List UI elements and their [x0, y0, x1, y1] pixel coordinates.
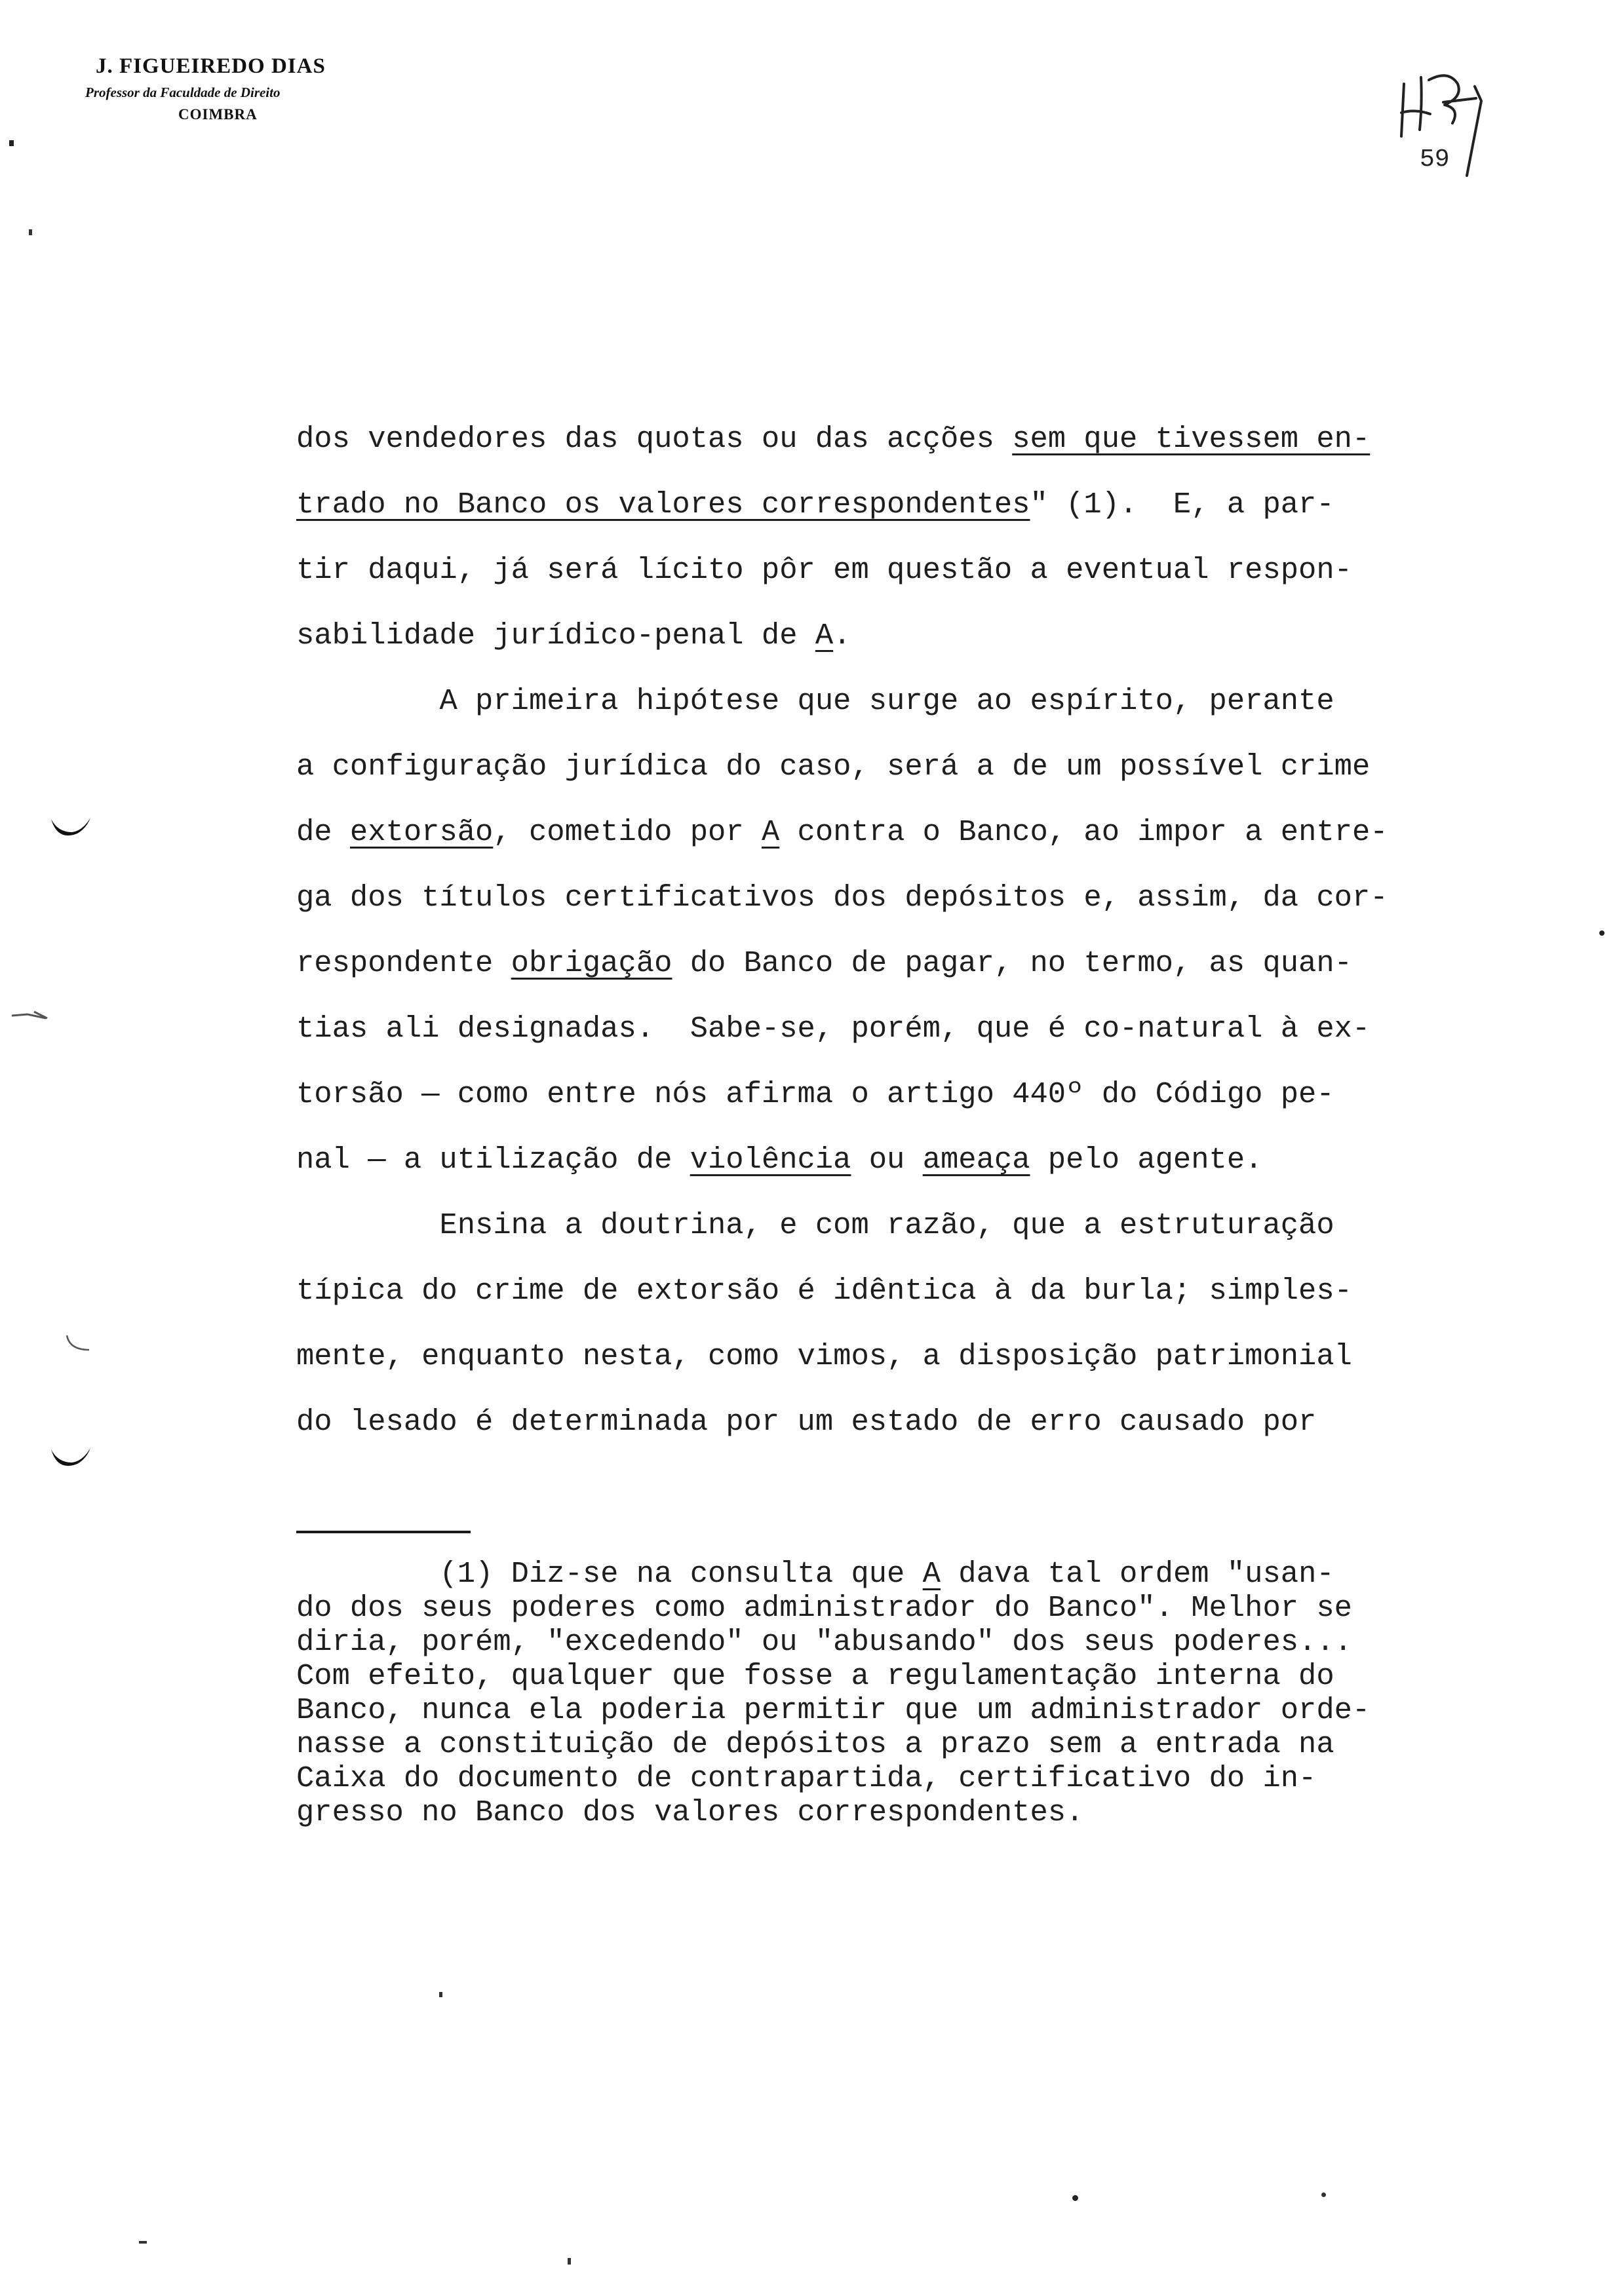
body-underlined-text: extorsão — [349, 815, 494, 849]
footnote-text: Caixa do documento de contrapartida, certificativo do in- — [296, 1761, 1317, 1795]
body-underlined-text: trado no Banco os valores correspondentes — [296, 488, 1030, 522]
scan-speck — [9, 140, 14, 146]
footnote — [296, 1557, 1483, 1829]
body-text: nal — a utilização de — [296, 1143, 690, 1177]
body-text: " (1). E, a par- — [1030, 488, 1334, 522]
footnote-line — [296, 1625, 1483, 1659]
body-line — [296, 1193, 1483, 1258]
footnote-text: Banco, nunca ela poderia permitir que um administrador orde- — [296, 1693, 1371, 1727]
body-text — [296, 406, 1483, 1455]
body-line — [296, 603, 1483, 668]
scan-speck-arrow — [8, 1006, 54, 1026]
punch-hole-mark-top — [46, 811, 98, 851]
body-line — [296, 406, 1483, 472]
body-text: contra o Banco, ao impor a entre- — [779, 815, 1388, 849]
body-text: tir daqui, já será lícito pôr em questão a eventual respon- — [296, 553, 1352, 587]
body-line — [296, 996, 1483, 1062]
body-underlined-text: ameaça — [922, 1143, 1030, 1177]
body-underlined-text: A — [815, 619, 834, 653]
body-text: ou — [851, 1143, 923, 1177]
body-line — [296, 668, 1483, 734]
body-underlined-text: sem que tivessem en- — [1012, 422, 1371, 456]
body-line — [296, 734, 1483, 799]
footnote-text: nasse a constituição de depósitos a prazo sem a entrada na — [296, 1727, 1334, 1761]
footnote-line — [296, 1591, 1483, 1625]
letterhead — [52, 51, 419, 126]
footnote-text: (1) Diz-se na consulta que — [439, 1557, 923, 1591]
scan-speck — [29, 229, 32, 235]
body-text: . — [833, 619, 851, 653]
scan-speck — [439, 1992, 442, 1997]
body-text: tias ali designadas. Sabe-se, porém, que é co-natural à ex- — [296, 1012, 1371, 1046]
scan-speck-curve — [63, 1333, 96, 1359]
body-text: , cometido por — [493, 815, 762, 849]
body-line — [296, 1062, 1483, 1127]
body-text: sabilidade jurídico-penal de — [296, 619, 815, 653]
footnote-text: diria, porém, "excedendo" ou "abusando" dos seus poderes... — [296, 1625, 1352, 1659]
body-text: a configuração jurídica do caso, será a de um possível crime — [296, 750, 1371, 784]
footnote-line — [296, 1727, 1483, 1761]
footnote-text: gresso no Banco dos valores correspondentes. — [296, 1795, 1084, 1829]
footnote-line — [296, 1795, 1483, 1829]
punch-hole-mark-bottom — [46, 1442, 98, 1481]
body-line — [296, 1258, 1483, 1324]
scan-speck — [1072, 2195, 1078, 2201]
body-line — [296, 1389, 1483, 1455]
scan-speck — [1599, 930, 1605, 936]
footnote-underlined-text: A — [922, 1557, 941, 1591]
body-text: ga dos títulos certificativos dos depósitos e, assim, da cor- — [296, 881, 1388, 915]
footnote-text: dava tal ordem "usan- — [940, 1557, 1334, 1591]
page-number: 59 — [1420, 145, 1450, 174]
body-line — [296, 799, 1483, 865]
body-text: de — [296, 815, 350, 849]
scan-speck — [1321, 2192, 1326, 2197]
footnote-line — [296, 1761, 1483, 1795]
body-underlined-text: obrigação — [511, 946, 672, 980]
footnote-line — [296, 1557, 1483, 1591]
body-line — [296, 537, 1483, 603]
body-text: torsão — como entre nós afirma o artigo 440º do Código pe- — [296, 1077, 1334, 1111]
body-text: respondente — [296, 946, 511, 980]
footnote-text: Com efeito, qualquer que fosse a regulamentação interna do — [296, 1659, 1334, 1693]
body-line — [296, 865, 1483, 930]
body-text: dos vendedores das quotas ou das acções — [296, 422, 1013, 456]
body-text: do lesado é determinada por um estado de erro causado por — [296, 1405, 1317, 1439]
body-underlined-text: violência — [690, 1143, 851, 1177]
body-line — [296, 472, 1483, 537]
body-line — [296, 930, 1483, 996]
scan-speck — [568, 2258, 571, 2265]
footnote-line — [296, 1693, 1483, 1727]
body-line — [296, 1324, 1483, 1389]
body-text: mente, enquanto nesta, como vimos, a disposição patrimonial — [296, 1339, 1352, 1373]
scan-speck — [139, 2241, 147, 2244]
body-text: pelo agente. — [1030, 1143, 1263, 1177]
body-text: do Banco de pagar, no termo, as quan- — [672, 946, 1352, 980]
footnote-separator — [296, 1531, 471, 1533]
author-title: Professor da Faculdade de Direito — [85, 85, 281, 100]
footnote-text: do dos seus poderes como administrador do Banco". Melhor se — [296, 1591, 1352, 1625]
body-line — [296, 1127, 1483, 1193]
author-name: J. FIGUEIREDO DIAS — [96, 54, 326, 78]
body-underlined-text: A — [761, 815, 780, 849]
body-text: A primeira hipótese que surge ao espírito, perante — [439, 684, 1334, 718]
footnote-line — [296, 1659, 1483, 1693]
body-text: Ensina a doutrina, e com razão, que a estruturação — [439, 1208, 1334, 1242]
body-text: típica do crime de extorsão é idêntica à da burla; simples- — [296, 1274, 1352, 1308]
author-city: COIMBRA — [178, 106, 258, 123]
